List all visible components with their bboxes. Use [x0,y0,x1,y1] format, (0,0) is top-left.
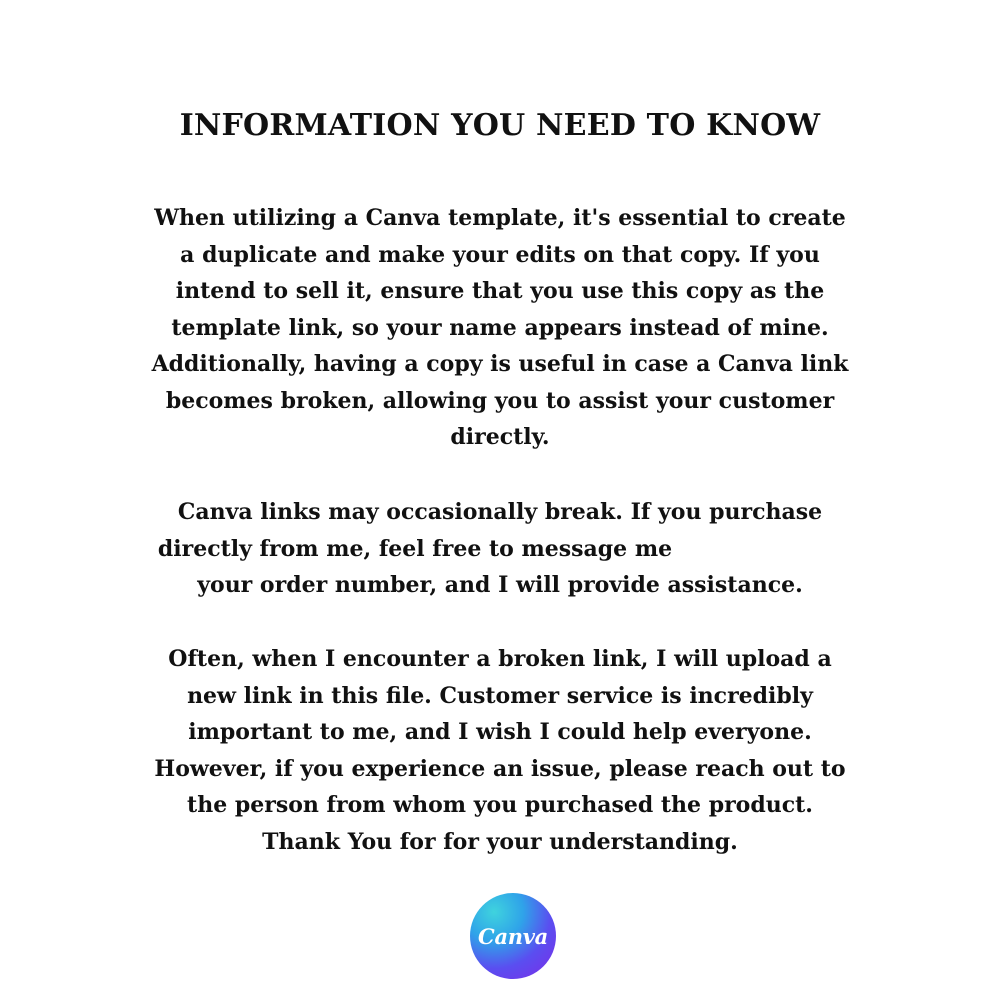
paragraph-line: your order number, and I will provide assistance. [197,572,803,598]
paragraph-broken-links [0,494,1000,604]
paragraph-line: template link, so your name appears instead of mine. [171,314,829,341]
paragraph-line: becomes broken, allowing you to assist your customer [165,387,835,414]
paragraph-line: Often, when I encounter a broken link, I will upload a [168,646,832,672]
canva-logo-text: Canva [478,923,548,949]
paragraph-line: However, if you experience an issue, please reach out to [154,755,846,782]
paragraph-line: Additionally, having a copy is useful in case a Canva link [151,351,849,377]
canva-logo-icon [470,893,556,979]
paragraph-line: Canva links may occasionally break. If you purchase [177,499,823,525]
paragraph-line-text: directly from me, feel free to message me [157,535,673,562]
paragraph-line: the person from whom you purchased the product. [187,792,813,818]
paragraph-line: important to me, and I wish I could help everyone. [188,719,812,745]
paragraph-duplicate-template [0,200,1000,456]
paragraph-line: directly. [450,424,550,450]
paragraph-line: When utilizing a Canva template, it's essential to create [154,205,846,231]
paragraph-customer-service [0,641,1000,860]
paragraph-line: Thank You for for your understanding. [262,828,738,855]
paragraph-line: a duplicate and make your edits on that copy. If you [180,241,820,268]
paragraph-line: new link in this file. Customer service is incredibly [187,682,813,709]
paragraph-line: intend to sell it, ensure that you use this copy as the [175,278,825,304]
page-title: INFORMATION YOU NEED TO KNOW [179,108,821,143]
paragraph-line [0,531,1000,568]
